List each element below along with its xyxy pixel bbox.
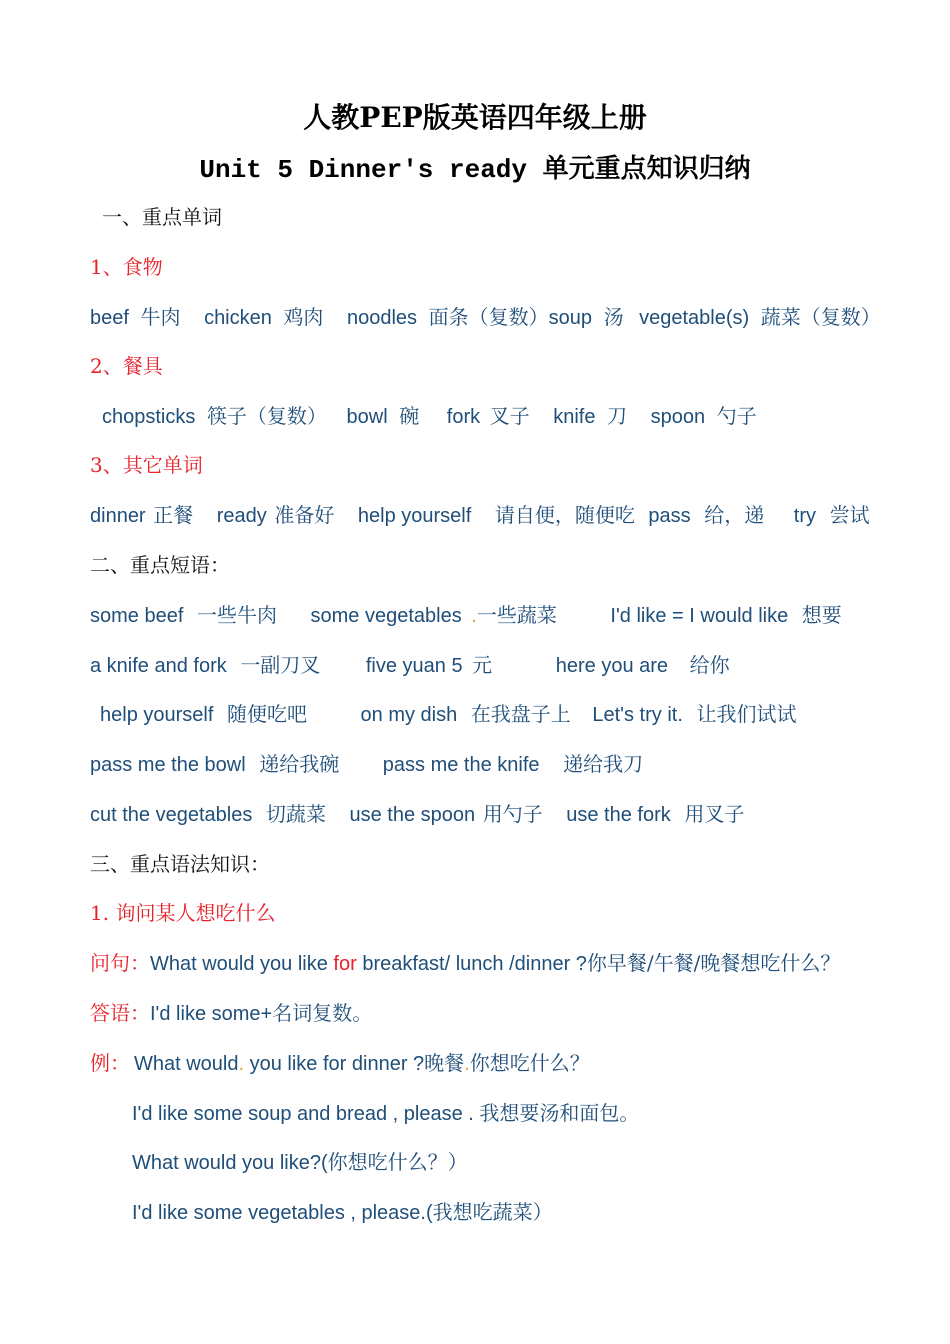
subtitle-en: Unit 5 Dinner's ready — [199, 155, 528, 185]
word-en: knife — [553, 406, 596, 428]
example-line — [90, 1050, 590, 1077]
word-en: fork — [446, 406, 481, 428]
document-subtitle — [0, 148, 950, 185]
section3-heading: 三、重点语法知识： — [90, 852, 270, 876]
example-line — [132, 1100, 639, 1127]
word-en: chopsticks — [102, 406, 196, 428]
question-en-rest: breakfast/ lunch /dinner ? — [356, 953, 587, 975]
phrase-zh: 一副刀叉 — [240, 653, 321, 677]
phrase-en: Let's try it. — [592, 704, 683, 726]
phrase-en: here you are — [555, 655, 669, 677]
example-label: 例： — [90, 1051, 130, 1075]
phrase-row — [90, 602, 842, 629]
other-words — [90, 502, 870, 529]
subtitle-zh: 单元重点知识归纳 — [542, 154, 751, 184]
word-zh: 尝试 — [829, 503, 870, 527]
answer-line — [90, 1000, 372, 1027]
question-label: 问句： — [90, 951, 150, 975]
question-zh: 你早餐/午餐/晚餐想吃什么？ — [586, 951, 841, 975]
word-zh: 刀 — [607, 404, 628, 428]
word-en: vegetable(s) — [639, 307, 750, 329]
phrase-zh: 一些蔬菜 — [476, 603, 557, 627]
grammar-point-heading: 1. 询问某人想吃什么 — [90, 901, 276, 925]
example-en: I'd like some vegetables , please.( — [132, 1202, 433, 1224]
phrase-zh: 给你 — [689, 653, 730, 677]
word-en: try — [793, 505, 817, 527]
word-en: noodles — [347, 307, 418, 329]
phrase-zh: 递给我刀 — [563, 752, 644, 776]
phrase-en: use the spoon — [349, 804, 476, 826]
phrase-row — [90, 751, 643, 778]
word-zh: 牛肉 — [140, 305, 181, 329]
food-heading: 1、食物 — [90, 255, 163, 279]
phrase-zh: 随便吃吧 — [226, 702, 307, 726]
word-en: spoon — [650, 406, 706, 428]
phrase-en: some beef — [90, 605, 184, 627]
example-en-rest: you like for dinner ? — [244, 1053, 425, 1075]
word-en: help yourself — [357, 505, 472, 527]
phrase-row — [90, 652, 730, 679]
example-zh: 晚餐 — [424, 1051, 465, 1075]
phrase-en: pass me the knife — [382, 754, 540, 776]
answer-zh: 名词复数。 — [272, 1001, 373, 1025]
word-zh: 筷子（复数） — [206, 404, 327, 428]
word-zh: 面条（复数） — [428, 305, 549, 329]
phrase-en: on my dish — [360, 704, 458, 726]
phrase-zh: 元 — [472, 653, 493, 677]
question-en: What would you like — [150, 953, 334, 975]
question-line — [90, 950, 840, 977]
phrase-zh: 递给我碗 — [259, 752, 340, 776]
example-zh: 我想吃蔬菜） — [432, 1200, 553, 1224]
question-for: for — [333, 953, 357, 975]
phrase-en: cut the vegetables — [90, 804, 253, 826]
phrase-en: I'd like = I would like — [610, 605, 789, 627]
phrase-row — [100, 701, 796, 728]
word-en: dinner — [90, 505, 146, 527]
tableware-heading: 2、餐具 — [90, 354, 163, 378]
other-words-heading: 3、其它单词 — [90, 453, 203, 477]
answer-label: 答语： — [90, 1001, 150, 1025]
tableware-words — [102, 403, 757, 430]
word-zh: 碗 — [399, 404, 420, 428]
document-title: 人教PEP版英语四年级上册 — [303, 101, 647, 134]
word-zh: 给，递 — [704, 503, 765, 527]
example-zh: 你想吃什么？） — [327, 1150, 468, 1174]
example-en: What would — [134, 1053, 239, 1075]
marker-dot: . — [464, 1053, 470, 1075]
phrase-row — [90, 801, 744, 828]
example-zh: 我想要汤和面包。 — [479, 1101, 640, 1125]
phrase-zh: 一些牛肉 — [196, 603, 277, 627]
phrase-en: a knife and fork — [90, 655, 227, 677]
word-zh: 汤 — [603, 305, 624, 329]
phrase-en: some vegetables — [310, 605, 462, 627]
word-zh: 准备好 — [274, 503, 335, 527]
phrase-zh: 用勺子 — [482, 802, 543, 826]
word-en: soup — [548, 307, 592, 329]
phrase-en: five yuan 5 — [365, 655, 463, 677]
marker-dot: . — [238, 1053, 245, 1075]
example-en: I'd like some soup and bread , please . — [132, 1103, 480, 1125]
word-zh: 叉子 — [489, 404, 530, 428]
word-en: ready — [216, 505, 267, 527]
word-en: pass — [648, 505, 691, 527]
word-en: chicken — [204, 307, 272, 329]
phrase-en: use the fork — [566, 804, 671, 826]
example-line — [132, 1149, 468, 1176]
word-zh: 蔬菜（复数） — [760, 305, 881, 329]
phrase-zh: 用叉子 — [684, 802, 745, 826]
food-words — [90, 304, 881, 331]
phrase-en: help yourself — [100, 704, 214, 726]
phrase-zh: 想要 — [801, 603, 842, 627]
phrase-zh: 在我盘子上 — [470, 702, 571, 726]
word-en: beef — [90, 307, 129, 329]
marker-dot: . — [471, 605, 477, 627]
phrase-en: pass me the bowl — [90, 754, 246, 776]
answer-en: I'd like some+ — [150, 1003, 273, 1025]
word-zh: 正餐 — [153, 503, 194, 527]
example-zh-rest: 你想吃什么？ — [469, 1051, 590, 1075]
word-en: bowl — [346, 406, 388, 428]
section1-heading: 一、重点单词 — [102, 205, 222, 229]
section2-heading: 二、重点短语： — [90, 553, 230, 577]
word-zh: 请自便，随便吃 — [494, 503, 635, 527]
phrase-zh: 切蔬菜 — [265, 802, 326, 826]
example-en: What would you like?( — [132, 1152, 328, 1174]
example-line — [132, 1199, 553, 1226]
word-zh: 勺子 — [716, 404, 757, 428]
word-zh: 鸡肉 — [283, 305, 324, 329]
phrase-zh: 让我们试试 — [696, 702, 797, 726]
